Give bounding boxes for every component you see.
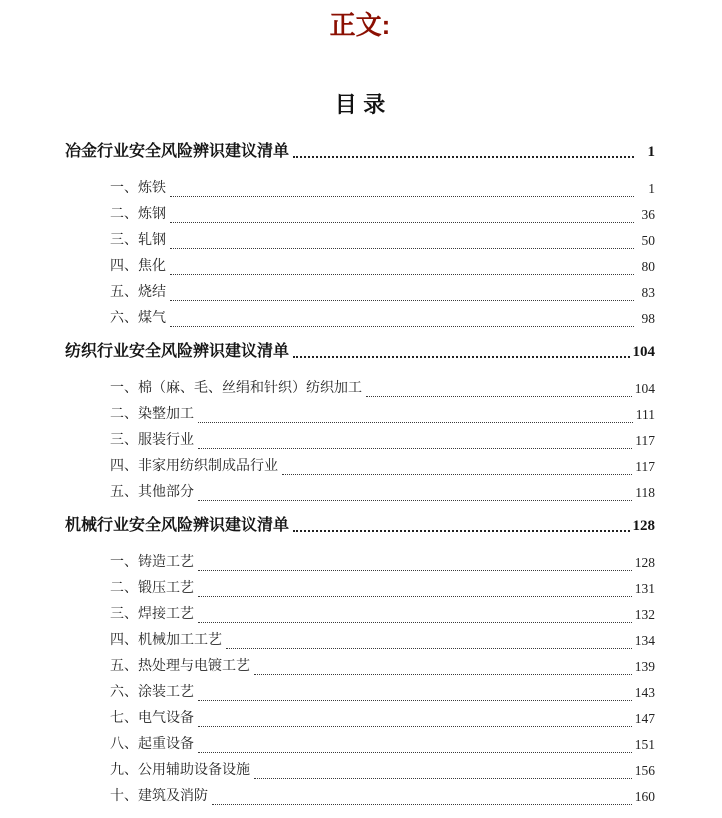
toc-entry-label: 六、煤气	[110, 311, 166, 326]
toc-entry[interactable]	[65, 306, 655, 332]
dot-leader	[293, 356, 629, 358]
dot-leader	[170, 274, 634, 275]
dot-leader	[293, 530, 629, 532]
toc-entry-label: 五、其他部分	[110, 485, 194, 500]
toc-entry[interactable]	[65, 202, 655, 228]
toc-entry[interactable]	[65, 628, 655, 654]
toc-entry-page: 139	[634, 659, 655, 674]
toc-section-heading[interactable]	[65, 140, 655, 164]
toc-entry-page: 36	[641, 207, 655, 222]
toc-entry-page: 83	[641, 285, 655, 300]
toc-section-page: 104	[632, 344, 655, 360]
dot-leader	[212, 804, 632, 805]
toc-entry[interactable]	[65, 402, 655, 428]
dot-leader	[198, 622, 632, 623]
toc	[65, 140, 655, 810]
dot-leader	[198, 422, 633, 423]
toc-entry[interactable]	[65, 376, 655, 402]
toc-entry[interactable]	[65, 576, 655, 602]
dot-leader	[170, 300, 634, 301]
toc-entry[interactable]	[65, 602, 655, 628]
toc-entry-label: 一、棉（麻、毛、丝绢和针织）纺织加工	[110, 381, 362, 396]
toc-section-heading[interactable]	[65, 340, 655, 364]
dot-leader	[254, 778, 632, 779]
toc-entry-label: 一、铸造工艺	[110, 555, 194, 570]
toc-entry-page: 118	[635, 485, 655, 500]
toc-entry-label: 七、电气设备	[110, 711, 194, 726]
toc-section	[65, 340, 655, 506]
toc-entry-page: 131	[634, 581, 655, 596]
toc-entry-page: 117	[635, 433, 655, 448]
toc-section-items	[65, 376, 655, 506]
toc-entry-label: 八、起重设备	[110, 737, 194, 752]
dot-leader	[198, 726, 632, 727]
toc-entry-label: 五、热处理与电镀工艺	[110, 659, 250, 674]
toc-entry-label: 二、炼钢	[110, 207, 166, 222]
toc-entry[interactable]	[65, 428, 655, 454]
dot-leader	[366, 396, 632, 397]
toc-entry[interactable]	[65, 280, 655, 306]
toc-entry[interactable]	[65, 680, 655, 706]
body-text-label: 正文:	[329, 10, 391, 40]
toc-entry-label: 一、炼铁	[110, 181, 166, 196]
toc-entry-page: 128	[634, 555, 655, 570]
toc-section	[65, 140, 655, 332]
toc-entry[interactable]	[65, 706, 655, 732]
toc-entry[interactable]	[65, 480, 655, 506]
toc-entry-page: 117	[635, 459, 655, 474]
toc-entry-page: 147	[634, 711, 655, 726]
dot-leader	[198, 752, 632, 753]
dot-leader	[198, 700, 632, 701]
toc-entry-page: 156	[634, 763, 655, 778]
toc-entry-page: 134	[634, 633, 655, 648]
toc-entry[interactable]	[65, 254, 655, 280]
toc-entry-label: 三、服装行业	[110, 433, 194, 448]
toc-entry[interactable]	[65, 784, 655, 810]
toc-entry-page: 98	[641, 311, 655, 326]
toc-section-page: 128	[632, 518, 655, 534]
toc-entry-page: 80	[641, 259, 655, 274]
toc-entry[interactable]	[65, 176, 655, 202]
toc-section-heading[interactable]	[65, 514, 655, 538]
dot-leader	[198, 500, 632, 501]
dot-leader	[170, 248, 634, 249]
toc-entry-page: 143	[634, 685, 655, 700]
toc-entry-page: 151	[634, 737, 655, 752]
toc-section-title: 冶金行业安全风险辨识建议清单	[65, 143, 290, 160]
toc-entry[interactable]	[65, 228, 655, 254]
toc-section-items	[65, 176, 655, 332]
toc-section-title: 纺织行业安全风险辨识建议清单	[65, 343, 290, 360]
toc-entry-label: 九、公用辅助设备设施	[110, 763, 250, 778]
dot-leader	[282, 474, 632, 475]
toc-entry-page: 104	[634, 381, 655, 396]
toc-section-items	[65, 550, 655, 810]
toc-section	[65, 514, 655, 810]
dot-leader	[254, 674, 632, 675]
dot-leader	[170, 222, 634, 223]
toc-entry-label: 二、染整加工	[110, 407, 194, 422]
toc-entry-label: 五、烧结	[110, 285, 166, 300]
toc-title: 目录	[334, 92, 392, 117]
toc-entry-label: 十、建筑及消防	[110, 789, 208, 804]
toc-entry-label: 四、非家用纺织制成品行业	[110, 459, 278, 474]
toc-entry[interactable]	[65, 550, 655, 576]
toc-entry-label: 三、焊接工艺	[110, 607, 194, 622]
toc-entry[interactable]	[65, 758, 655, 784]
dot-leader	[198, 570, 632, 571]
toc-entry-label: 二、锻压工艺	[110, 581, 194, 596]
toc-section-title: 机械行业安全风险辨识建议清单	[65, 517, 290, 534]
toc-entry-label: 三、轧钢	[110, 233, 166, 248]
dot-leader	[198, 448, 632, 449]
toc-section-page: 1	[647, 144, 655, 160]
dot-leader	[226, 648, 632, 649]
toc-entry-label: 四、机械加工工艺	[110, 633, 222, 648]
dot-leader	[198, 596, 632, 597]
toc-entry[interactable]	[65, 654, 655, 680]
toc-entry-label: 四、焦化	[110, 259, 166, 274]
toc-entry-page: 132	[634, 607, 655, 622]
dot-leader	[293, 156, 634, 158]
toc-entry[interactable]	[65, 732, 655, 758]
toc-entry[interactable]	[65, 454, 655, 480]
toc-entry-label: 六、涂装工艺	[110, 685, 194, 700]
toc-entry-page: 160	[634, 789, 655, 804]
toc-entry-page: 111	[635, 407, 655, 422]
dot-leader	[170, 196, 634, 197]
toc-entry-page: 50	[641, 233, 655, 248]
dot-leader	[170, 326, 634, 327]
toc-entry-page: 1	[648, 181, 655, 196]
